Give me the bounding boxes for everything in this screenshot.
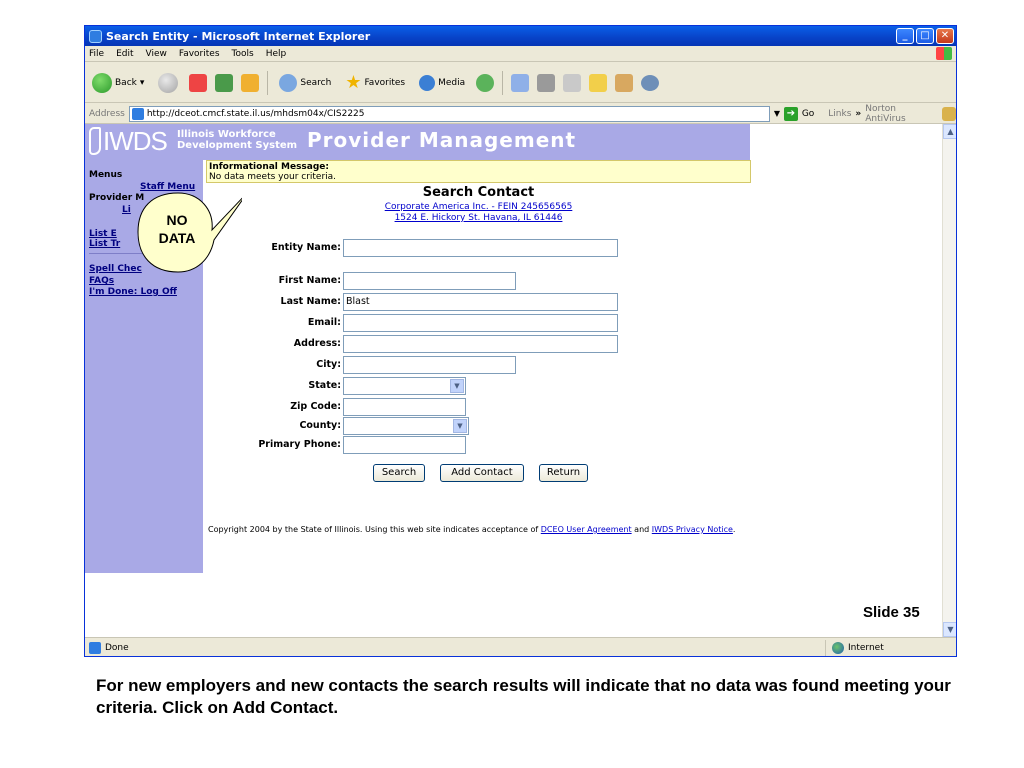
first-name-input[interactable]: [343, 272, 516, 290]
vertical-scrollbar[interactable]: [942, 124, 957, 637]
nav-link-staff-menu[interactable]: Staff Menu: [140, 182, 196, 192]
scroll-up-icon[interactable]: ▲: [943, 124, 957, 139]
return-button[interactable]: Return: [539, 464, 588, 482]
menu-edit[interactable]: Edit: [116, 48, 134, 59]
star-icon: ★: [345, 72, 362, 93]
nav-link-list-e[interactable]: List E: [89, 229, 117, 239]
chevron-down-icon: ▼: [453, 419, 467, 433]
logo-subtitle-line1: Illinois Workforce: [177, 129, 276, 140]
message-title: Informational Message:: [209, 162, 330, 172]
address-input-field[interactable]: [343, 335, 618, 353]
state-label: State:: [308, 380, 341, 391]
first-name-label: First Name:: [278, 275, 341, 286]
menu-file[interactable]: File: [89, 48, 105, 59]
toolbar-divider: [502, 71, 503, 95]
search-form-button[interactable]: Search: [373, 464, 425, 482]
favorites-label: Favorites: [364, 77, 406, 88]
nav-link-li[interactable]: Li: [122, 205, 131, 215]
title-bar: [85, 26, 956, 46]
maximize-button[interactable]: □: [916, 28, 934, 44]
copyright-notice: [208, 524, 753, 535]
menu-tools[interactable]: Tools: [231, 48, 254, 59]
callout-line2: DATA: [158, 230, 196, 246]
back-label: Back: [115, 77, 137, 88]
norton-icon[interactable]: [942, 107, 956, 121]
city-label: City:: [316, 359, 341, 370]
search-label: Search: [300, 77, 332, 88]
home-icon[interactable]: [241, 74, 259, 92]
page-done-icon: [89, 642, 101, 654]
messenger-icon[interactable]: [641, 75, 659, 91]
page-icon: [132, 108, 144, 120]
windows-flag-icon: [936, 47, 952, 60]
chevron-down-icon: ▾: [139, 77, 145, 88]
menu-favorites[interactable]: Favorites: [178, 48, 220, 59]
address-label: Address:: [293, 338, 341, 349]
status-bar: [85, 637, 956, 657]
go-arrow-icon[interactable]: ➔: [784, 107, 798, 121]
state-select[interactable]: [343, 377, 466, 395]
security-zone: [825, 640, 955, 656]
iwds-logo: IWDS: [103, 126, 167, 156]
address-dropdown-icon[interactable]: ▼: [773, 109, 780, 118]
nav-link-spell-check[interactable]: Spell Chec: [89, 264, 142, 274]
zip-label: Zip Code:: [290, 401, 341, 412]
address-label: Address: [89, 108, 125, 119]
minimize-button[interactable]: _: [896, 28, 914, 44]
message-text: No data meets your criteria.: [209, 172, 337, 182]
nav-heading-menus: Menus: [89, 170, 123, 180]
dceo-user-agreement-link[interactable]: DCEO User Agreement: [540, 525, 632, 534]
history-icon[interactable]: [476, 74, 494, 92]
logo-subtitle: [177, 129, 297, 151]
search-icon: [279, 74, 297, 92]
forward-button[interactable]: [155, 70, 181, 96]
window-title: Search Entity - Microsoft Internet Explorer: [106, 29, 371, 43]
address-url: http://dceot.cmcf.state.il.us/mhdsm04x/CIS2225: [146, 108, 365, 119]
page-title: Provider Management: [307, 128, 577, 152]
email-label: Email:: [307, 317, 341, 328]
entity-name-label: Entity Name:: [271, 242, 341, 253]
zone-label: Internet: [848, 643, 884, 653]
folder-icon[interactable]: [589, 74, 607, 92]
links-chevron-icon[interactable]: »: [855, 108, 862, 119]
primary-phone-input[interactable]: [343, 436, 466, 454]
illinois-map-icon: [89, 127, 101, 155]
close-button[interactable]: ✕: [936, 28, 954, 44]
primary-phone-label: Primary Phone:: [258, 439, 341, 450]
slide-caption: For new employers and new contacts the search results will indicate that no data was found meeting your criteria. Click on Add Contact.: [96, 676, 951, 717]
globe-icon: [832, 642, 844, 654]
iwds-privacy-notice-link[interactable]: IWDS Privacy Notice: [651, 525, 733, 534]
toolbar-divider: [267, 71, 268, 95]
menu-help[interactable]: Help: [265, 48, 287, 59]
refresh-icon[interactable]: [215, 74, 233, 92]
favorites-button[interactable]: [342, 70, 408, 96]
copyright-text: Copyright 2004 by the State of Illinois. Using this web site indicates acceptance of: [208, 525, 539, 534]
scroll-down-icon[interactable]: ▼: [943, 622, 957, 637]
last-name-label: Last Name:: [280, 296, 341, 307]
search-button[interactable]: [276, 70, 334, 96]
callout-line1: NO: [166, 212, 188, 228]
copyright-and: and: [634, 525, 650, 534]
media-icon: [419, 75, 435, 91]
toolbar: [85, 63, 956, 103]
email-input[interactable]: [343, 314, 618, 332]
ie-logo-icon: [89, 30, 102, 43]
logo-subtitle-line2: Development System: [177, 140, 298, 151]
address-input[interactable]: [129, 106, 770, 122]
research-icon[interactable]: [615, 74, 633, 92]
print-icon[interactable]: [537, 74, 555, 92]
last-name-input[interactable]: Blast: [343, 293, 618, 311]
links-label[interactable]: Links: [828, 108, 852, 119]
status-text: Done: [105, 642, 129, 653]
add-contact-button[interactable]: Add Contact: [440, 464, 524, 482]
media-label: Media: [438, 77, 466, 88]
nav-link-list-tr[interactable]: List Tr: [89, 239, 121, 249]
header-banner: [85, 124, 750, 160]
mail-icon[interactable]: [511, 74, 529, 92]
forward-arrow-icon: [158, 73, 178, 93]
address-bar: [85, 104, 956, 124]
entity-name-input[interactable]: [343, 239, 618, 257]
city-input[interactable]: [343, 356, 516, 374]
form-title: Search Contact: [422, 185, 535, 200]
zip-input[interactable]: [343, 398, 466, 416]
entity-link-name[interactable]: Corporate America Inc. - FEIN 245656565: [384, 202, 573, 212]
go-button[interactable]: Go: [801, 108, 815, 119]
nav-link-log-off[interactable]: I'm Done: Log Off: [89, 287, 177, 297]
stop-icon[interactable]: [189, 74, 207, 92]
entity-link-address[interactable]: 1524 E. Hickory St. Havana, IL 61446: [394, 213, 563, 223]
media-button[interactable]: [416, 70, 468, 96]
chevron-down-icon: ▼: [450, 379, 464, 393]
slide-number: Slide 35: [863, 604, 920, 621]
informational-message: [206, 160, 751, 183]
county-select[interactable]: [343, 417, 469, 435]
nav-heading-provider: Provider M: [89, 193, 145, 203]
back-arrow-icon: [92, 73, 112, 93]
copyright-period: .: [732, 525, 736, 534]
edit-icon[interactable]: [563, 74, 581, 92]
county-label: County:: [299, 420, 341, 431]
back-button[interactable]: [89, 70, 147, 96]
menu-bar: [85, 46, 956, 62]
browser-window: [84, 25, 957, 657]
nav-link-faqs[interactable]: FAQs: [89, 276, 115, 286]
no-data-callout: [130, 180, 242, 280]
menu-view[interactable]: View: [145, 48, 167, 59]
norton-label[interactable]: Norton AntiVirus: [865, 103, 906, 124]
